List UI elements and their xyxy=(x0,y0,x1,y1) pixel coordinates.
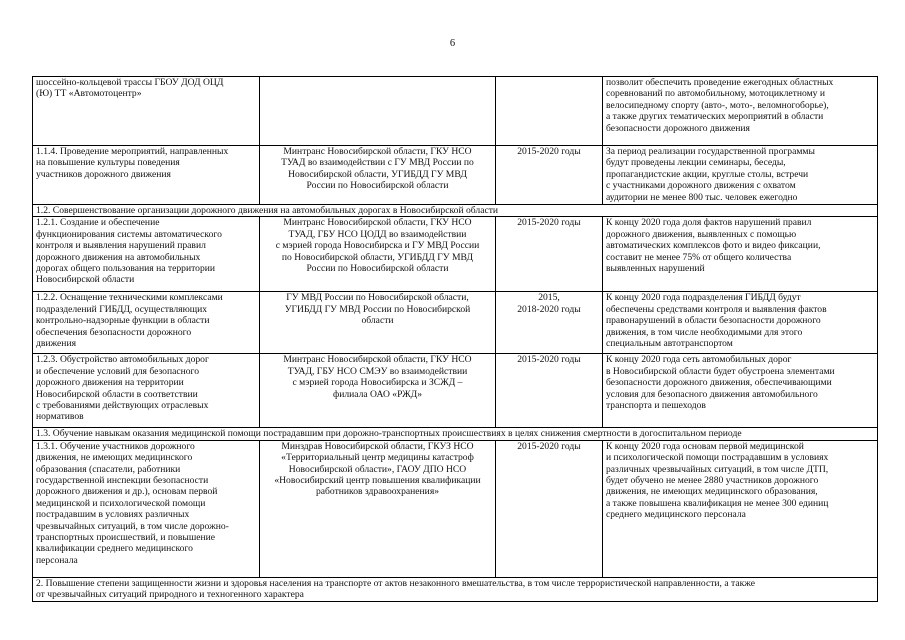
period-cell: 2015-2020 годы xyxy=(496,440,603,577)
result-cell: За период реализации государственной программы будут проведены лекции семинары, беседы, пропагандистские акции, круглые столы, встречи с участниками дорожного движения с охватом аудитории не менее 800 тыс. человек ежегодно xyxy=(603,146,878,205)
period-cell xyxy=(496,77,603,146)
table-row xyxy=(33,292,878,354)
period-cell: 2015-2020 годы xyxy=(496,354,603,428)
table-row xyxy=(33,77,878,146)
result-cell: К концу 2020 года основам первой медицинской и психологической помощи пострадавшим в условиях различных чрезвычайных ситуаций, в том числе ДТП, будет обучено не менее 2880 участников дорожного движения, не имеющих медицинского образования, а также повышена квалификация не менее 300 единиц среднего медицинского персонала xyxy=(603,440,878,577)
executors-cell: ГУ МВД России по Новосибирской области, УГИБДД ГУ МВД России по Новосибирской области xyxy=(260,292,496,354)
measure-cell: 1.2.3. Обустройство автомобильных дорог и обеспечение условий для безопасного дорожного движения на территории Новосибирской области в соответствии с требованиями действующих отраслевых нормативов xyxy=(33,354,260,428)
measure-cell: 1.2.1. Создание и обеспечение функционирования системы автоматического контроля и выявления нарушений правил дорожного движения на автомобильных дорогах общего пользования на территории Новосибирской области xyxy=(33,217,260,292)
table-row xyxy=(33,440,878,577)
table-row xyxy=(33,354,878,428)
page-number: 6 xyxy=(449,38,456,49)
section-heading: 1.3. Обучение навыкам оказания медицинской помощи пострадавшим при дорожно-транспортных происшествиях в целях снижения смертности в догоспитальном периоде xyxy=(33,428,878,440)
result-cell: К концу 2020 года сеть автомобильных дорог в Новосибирской области будет обустроена элементами безопасности дорожного движения, обеспечивающими условия для безопасного движения автомобильного транспорта и пешеходов xyxy=(603,354,878,428)
section-row xyxy=(33,428,878,440)
section-row xyxy=(33,577,878,601)
executors-cell: Минтранс Новосибирской области, ГКУ НСО ТУАД, ГБУ НСО СМЭУ во взаимодействии с мэрией города Новосибирска и ЗСЖД – филиала ОАО «РЖД» xyxy=(260,354,496,428)
period-cell: 2015-2020 годы xyxy=(496,217,603,292)
period-cell: 2015-2020 годы xyxy=(496,146,603,205)
measure-cell: 1.2.2. Оснащение техническими комплексами подразделений ГИБДД, осуществляющих контрольно-надзорные функции в области обеспечения безопасности дорожного движения xyxy=(33,292,260,354)
executors-cell: Минздрав Новосибирской области, ГКУЗ НСО «Территориальный центр медицины катастроф Новосибирской области», ГАОУ ДПО НСО «Новосибирский центр повышения квалификации работников здравоохранения» xyxy=(260,440,496,577)
result-cell: К концу 2020 года доля фактов нарушений правил дорожного движения, выявленных с помощью автоматических комплексов фото и видео фиксации, составит не менее 75% от общего количества выявленных нарушений xyxy=(603,217,878,292)
executors-cell: Минтранс Новосибирской области, ГКУ НСО ТУАД, ГБУ НСО ЦОДД во взаимодействии с мэрией города Новосибирска и ГУ МВД России по Новосибирской области, УГИБДД ГУ МВД России по Новосибирской области xyxy=(260,217,496,292)
period-cell: 2015, 2018-2020 годы xyxy=(496,292,603,354)
result-cell: позволит обеспечить проведение ежегодных областных соревнований по автомобильному, мотоциклетному и велосипедному спорту (авто-, мото-, веломногоборье), а также других тематических мероприятий в области безопасности дорожного движения xyxy=(603,77,878,146)
measures-table xyxy=(32,76,878,602)
executors-cell xyxy=(260,77,496,146)
result-cell: К концу 2020 года подразделения ГИБДД будут обеспечены средствами контроля и выявления фактов правонарушений в области безопасности дорожного движения, в том числе необходимыми для этого специальным автотранспортом xyxy=(603,292,878,354)
table-row xyxy=(33,217,878,292)
measure-cell: 1.3.1. Обучение участников дорожного движения, не имеющих медицинского образования (спасатели, работники государственной инспекции безопасности дорожного движения и др.), основам первой медицинской и психологической помощи пострадавшим в условиях различных чрезвычайных ситуаций, в том числе дорожно- транспортных происшествий, и повышение квалификации среднего медицинского персонала xyxy=(33,440,260,577)
section-heading: 1.2. Совершенствование организации дорожного движения на автомобильных дорогах в Новосибирской области xyxy=(33,205,878,217)
table-row xyxy=(33,146,878,205)
measure-cell: 1.1.4. Проведение мероприятий, направленных на повышение культуры поведения участников дорожного движения xyxy=(33,146,260,205)
measure-cell: шоссейно-кольцевой трассы ГБОУ ДОД ОЦД (Ю) ТТ «Автомотоцентр» xyxy=(33,77,260,146)
section-heading: 2. Повышение степени защищенности жизни и здоровья населения на транспорте от актов незаконного вмешательства, в том числе террористической направленности, а также от чрезвычайных ситуаций природного и техногенного характера xyxy=(33,577,878,601)
executors-cell: Минтранс Новосибирской области, ГКУ НСО ТУАД во взаимодействии с ГУ МВД России по Новосибирской области, УГИБДД ГУ МВД России по Новосибирской области xyxy=(260,146,496,205)
section-row xyxy=(33,205,878,217)
